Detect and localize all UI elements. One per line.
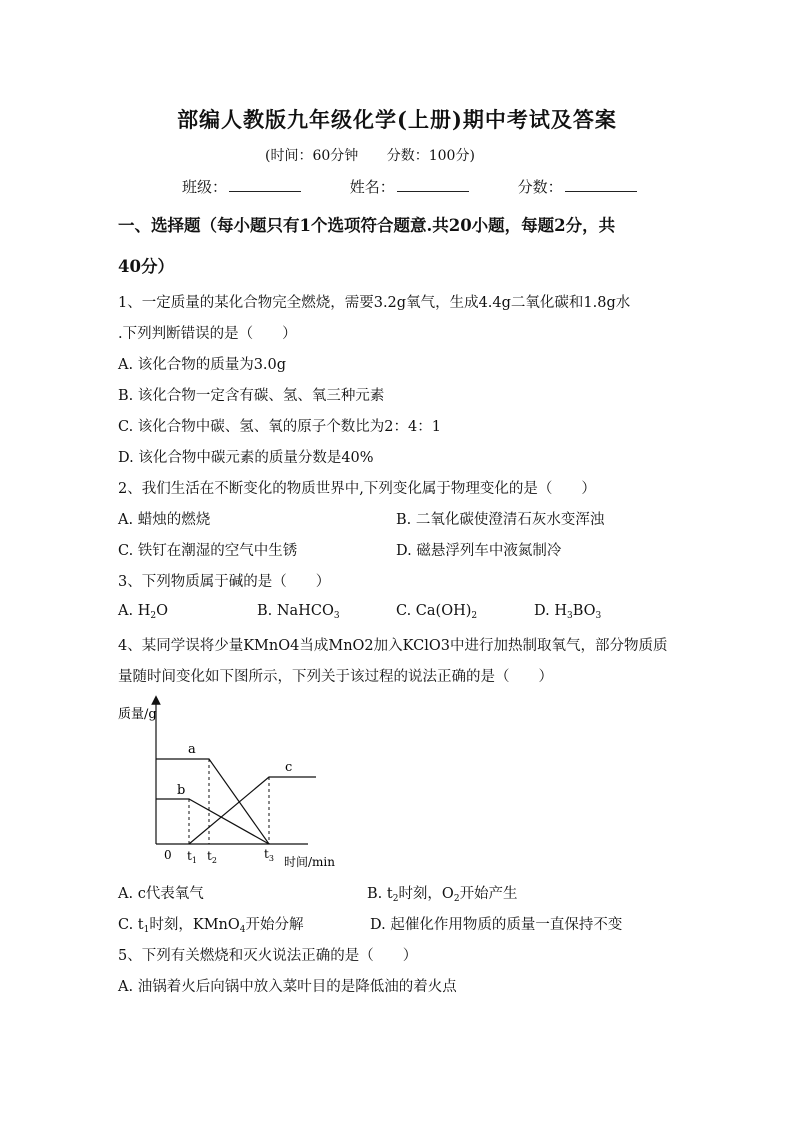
exam-score: 分数：100分)	[386, 148, 475, 164]
score-label: 分数：	[517, 178, 563, 196]
page-title: 部编人教版九年级化学(上册)期中考试及答案	[177, 107, 617, 132]
question-1-option-a: A. 该化合物的质量为3.0g	[118, 357, 287, 373]
question-2-stem: 2、我们生活在不断变化的物质世界中,下列变化属于物理变化的是（ ）	[118, 481, 596, 497]
question-1-option-b: B. 该化合物一定含有碳、氢、氧三种元素	[118, 388, 385, 404]
question-1-stem: 1、一定质量的某化合物完全燃烧，需要3.2g氧气，生成4.4g二氧化碳和1.8g水	[118, 295, 631, 311]
tick-label-t3: $t_3$	[264, 847, 274, 863]
question-3-stem: 3、下列物质属于碱的是（ ）	[118, 574, 331, 590]
mass-time-chart	[112, 690, 352, 870]
x-axis-label: 时间/min	[284, 855, 335, 869]
series-a-line	[156, 759, 269, 844]
question-1-stem-cont: .下列判断错误的是（ ）	[118, 326, 297, 342]
section-heading: 一、选择题（每小题只有1个选项符合题意.共20小题，每题2分，共	[118, 216, 616, 235]
tick-label-t1: $t_1$	[187, 849, 197, 865]
class-blank[interactable]	[229, 177, 301, 192]
series-c-label: c	[285, 760, 293, 775]
question-2-option-b: B. 二氧化碳使澄清石灰水变浑浊	[396, 512, 605, 528]
question-1-option-d: D. 该化合物中碳元素的质量分数是40%	[118, 450, 374, 466]
question-3-option-d: D. $H_3BO_3$	[534, 603, 602, 621]
name-label: 姓名：	[349, 178, 395, 196]
question-4-option-d: D. 起催化作用物质的质量一直保持不变	[370, 917, 623, 933]
question-3-option-a: A. $H_2O$	[118, 603, 168, 621]
series-a-label: a	[188, 742, 196, 757]
question-2-option-c: C. 铁钉在潮湿的空气中生锈	[118, 543, 298, 559]
exam-time: (时间：60分钟	[265, 148, 359, 164]
y-axis-label: 质量/g	[118, 707, 157, 722]
origin-label: 0	[164, 848, 172, 862]
student-info-row	[182, 176, 681, 197]
question-2-option-a: A. 蜡烛的燃烧	[118, 512, 211, 528]
question-4-stem: 4、某同学误将少量KMnO4当成MnO2加入KClO3中进行加热制取氧气，部分物质质	[118, 638, 668, 654]
question-2-option-d: D. 磁悬浮列车中液氮制冷	[396, 543, 562, 559]
question-4-option-a: A. c代表氧气	[118, 886, 204, 902]
question-1-option-c: C. 该化合物中碳、氢、氧的原子个数比为2：4：1	[118, 419, 441, 435]
tick-label-t2: $t_2$	[207, 849, 217, 865]
question-5-option-a: A. 油锅着火后向锅中放入菜叶目的是降低油的着火点	[118, 979, 457, 995]
question-4-option-c: C. $t_1$时刻，KMnO$_4$开始分解	[118, 917, 304, 935]
series-b-line	[156, 799, 269, 844]
question-4-option-b: B. $t_2$时刻，$O_2$开始产生	[367, 886, 518, 904]
section-heading-cont: 40分）	[118, 257, 174, 276]
class-label: 班级：	[182, 178, 228, 196]
question-5-stem: 5、下列有关燃烧和灭火说法正确的是（ ）	[118, 948, 418, 964]
question-4-stem-cont: 量随时间变化如下图所示，下列关于该过程的说法正确的是（ ）	[118, 669, 553, 685]
name-blank[interactable]	[397, 177, 469, 192]
score-blank[interactable]	[565, 177, 637, 192]
series-b-label: b	[177, 783, 186, 798]
question-3-option-b: B. NaHCO$_3$	[257, 603, 340, 621]
series-c-line	[189, 777, 316, 844]
exam-meta	[265, 145, 499, 165]
question-3-option-c: C. $Ca(OH)_2$	[396, 603, 478, 621]
